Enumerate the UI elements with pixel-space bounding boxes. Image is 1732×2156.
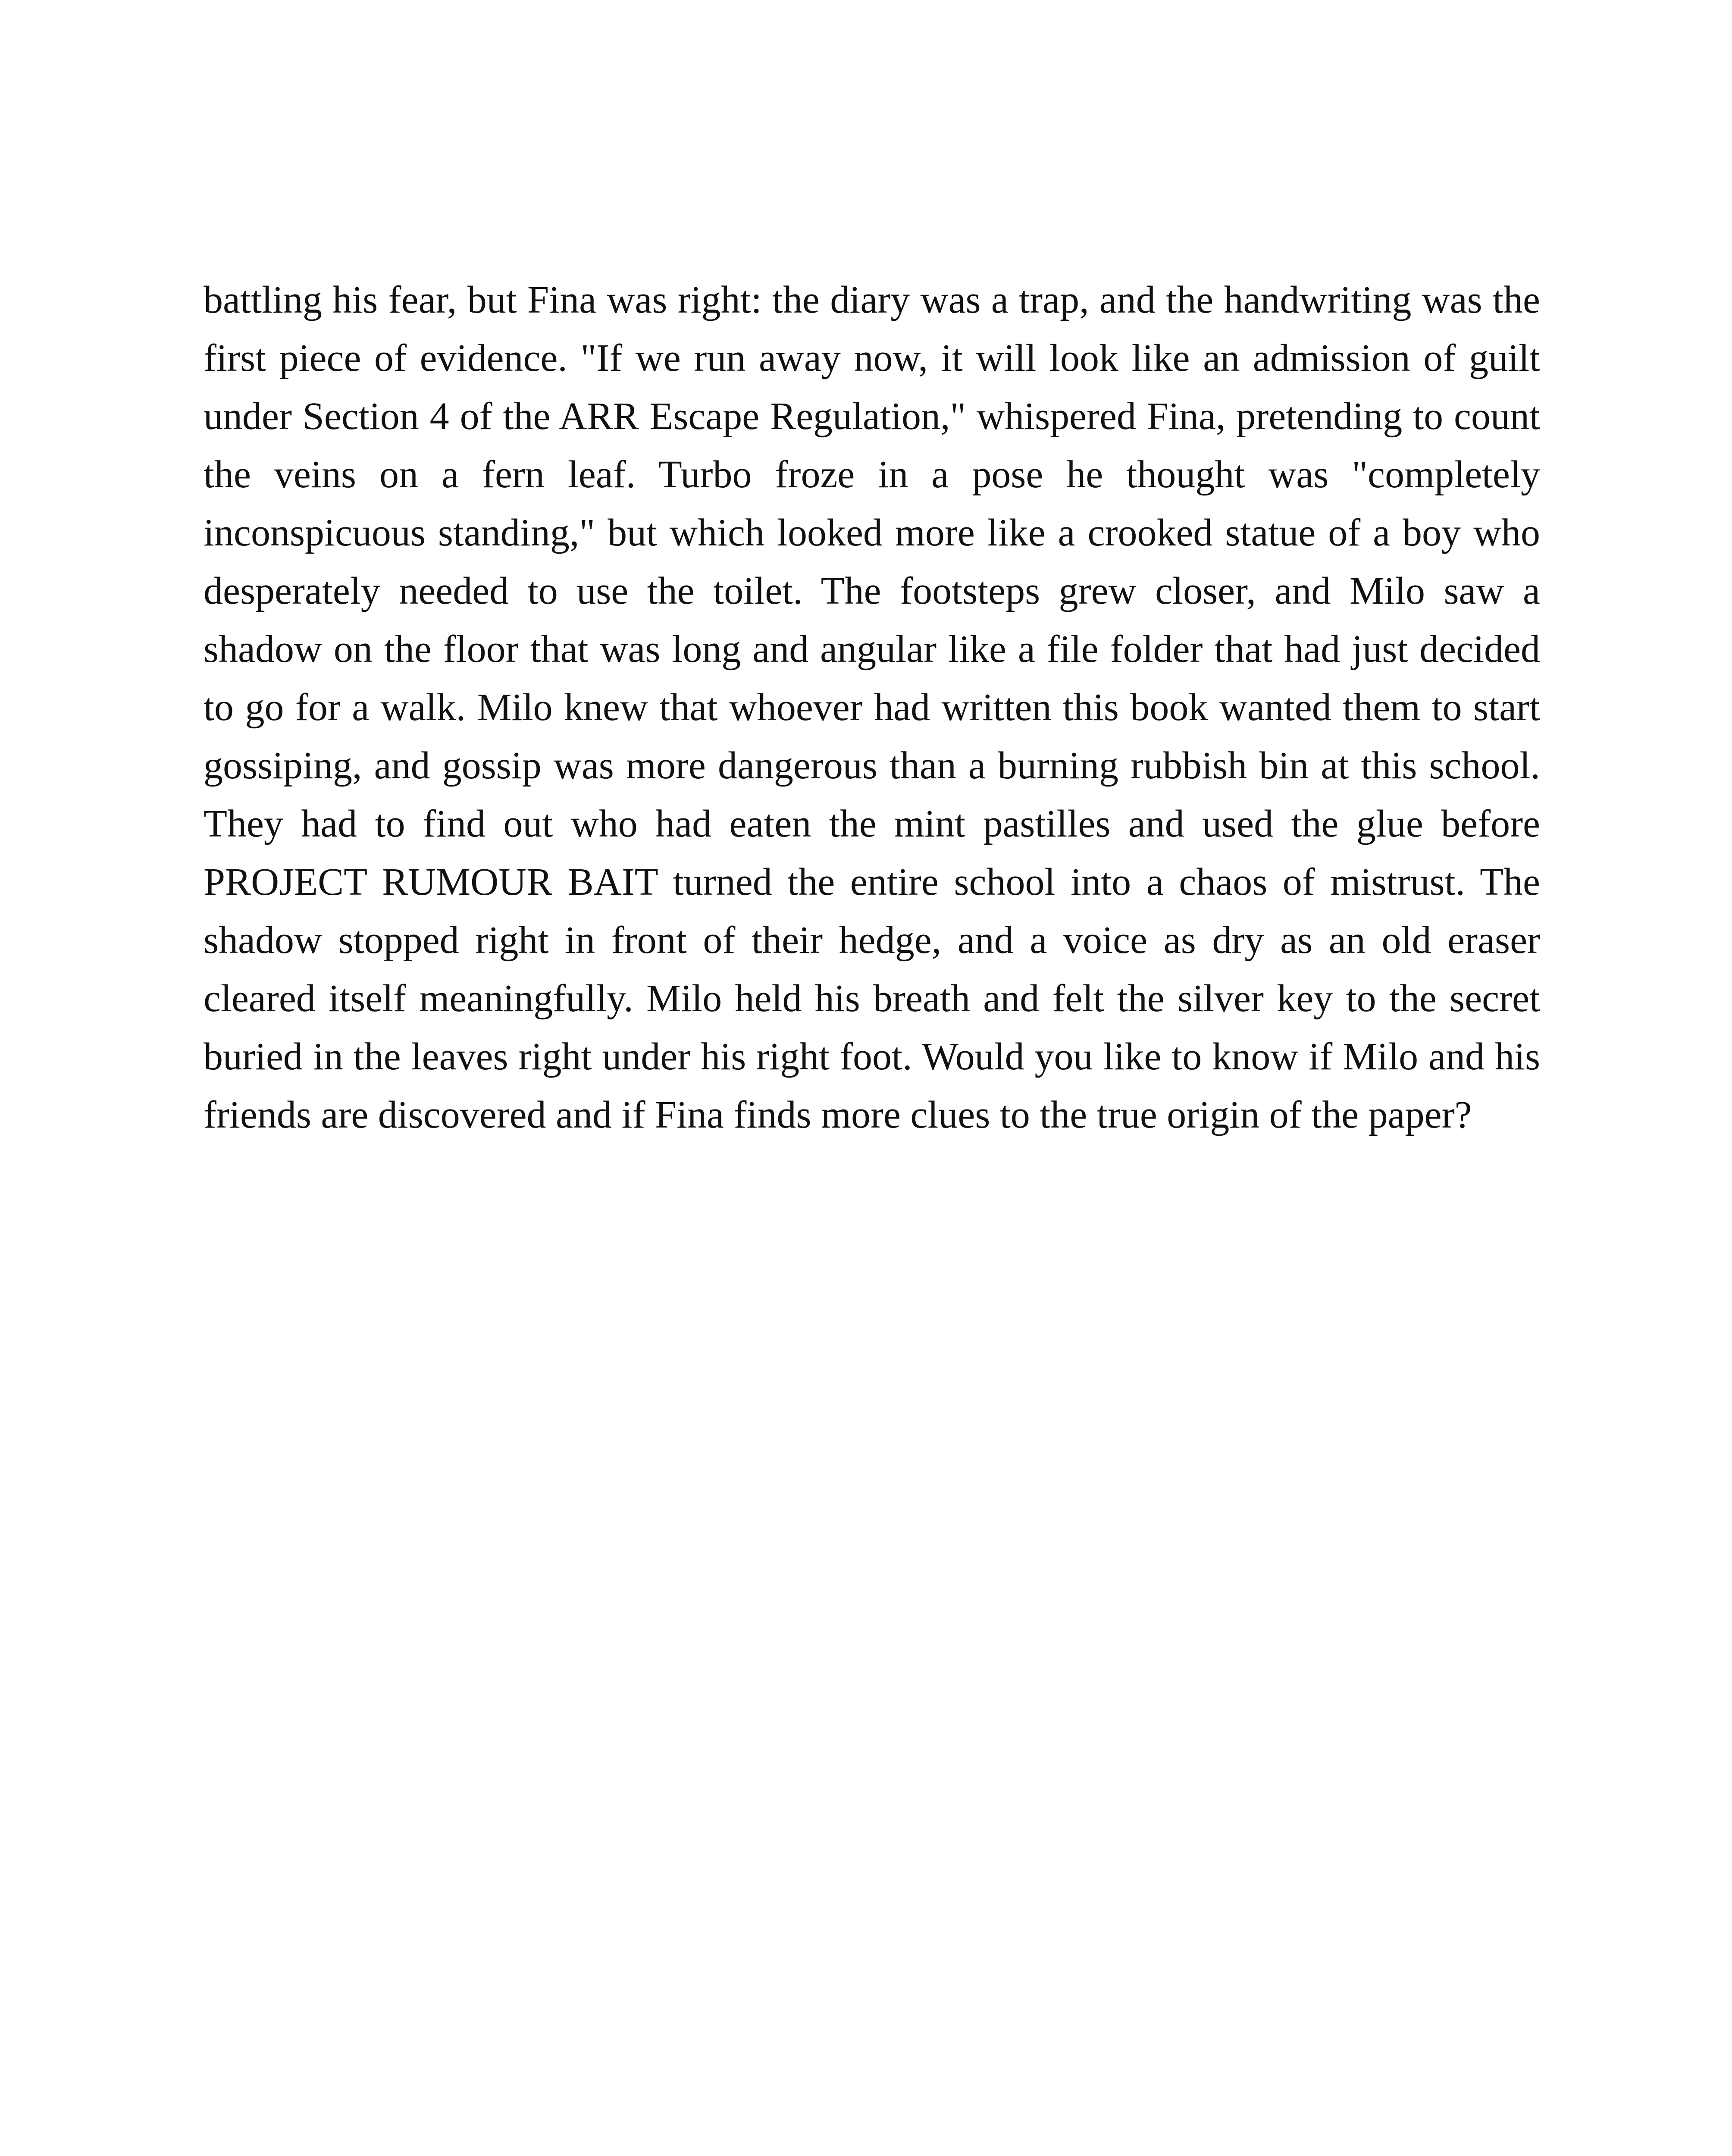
body-paragraph: battling his fear, but Fina was right: the diary was a trap, and the handwriting was the first piece of evidence. "If we run away now, it will look like an admission of guilt under Section 4 of the ARR Escape Regulation," whispered Fina, pretending to count the veins on a fern leaf. Turbo froze in a pose he thought was "completely inconspicuous standing," but which looked more like a crooked statue of a boy who desperately needed to use the toilet. The footsteps grew closer, and Milo saw a shadow on the floor that was long and angular like a file folder that had just decided to go for a walk. Milo knew that whoever had written this book wanted them to start gossiping, and gossip was more dangerous than a burning rubbish bin at this school. They had to find out who had eaten the mint pastilles and used the glue before PROJECT RUMOUR BAIT turned the entire school into a chaos of mistrust. The shadow stopped right in front of their hedge, and a voice as dry as an old eraser cleared itself meaningfully. Milo held his breath and felt the silver key to the secret buried in the leaves right under his right foot. Would you like to know if Milo and his friends are discovered and if Fina finds more clues to the true origin of the paper?	[204, 279, 1540, 1136]
